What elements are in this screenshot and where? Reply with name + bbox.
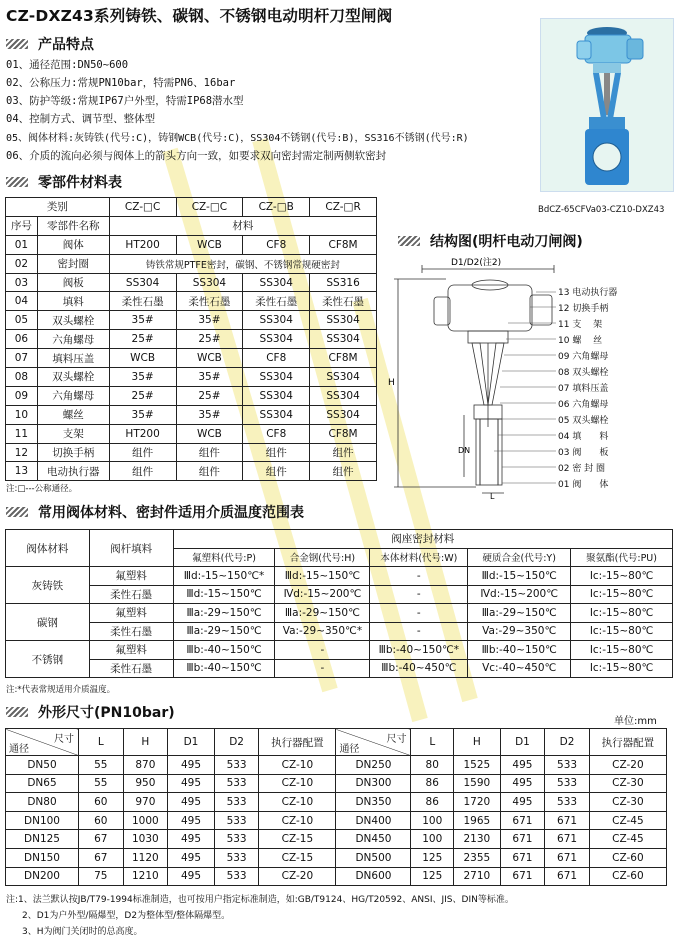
part-name: 密封圈 — [37, 254, 109, 273]
part-material: 组件 — [109, 462, 176, 481]
stem-material: 氟塑料 — [89, 567, 173, 586]
temp-range: Ⅲd:-15~150℃ — [173, 585, 275, 604]
part-material: 铸铁常规PTFE密封，碳钢、不锈钢常规硬密封 — [109, 254, 376, 273]
part-label: 01 阀 体 — [558, 480, 609, 490]
dims-cell: 533 — [214, 793, 259, 812]
dims-cell: CZ-10 — [259, 756, 336, 775]
dims-cell: 495 — [500, 774, 545, 793]
dims-cell: 495 — [168, 756, 215, 775]
dims-cell: DN300 — [336, 774, 411, 793]
part-material: WCB — [176, 349, 243, 368]
temp-range: - — [275, 659, 370, 678]
dims-cell: 1525 — [454, 756, 501, 775]
section-marker-icon — [6, 177, 28, 187]
dims-cell: 55 — [78, 774, 123, 793]
dims-col: L — [411, 729, 454, 756]
part-name: 填料压盖 — [37, 349, 109, 368]
dims-cell: 86 — [411, 793, 454, 812]
part-material: SS316 — [310, 273, 377, 292]
dims-cell: 1720 — [454, 793, 501, 812]
part-material: WCB — [109, 349, 176, 368]
part-material: WCB — [176, 235, 243, 254]
stem-material: 柔性石墨 — [89, 622, 173, 641]
temp-range: Ⅳd:-15~200℃ — [468, 585, 571, 604]
dims-cell: 533 — [214, 811, 259, 830]
temp-range: Ic:-15~80℃ — [571, 659, 673, 678]
temp-range: Vc:-40~450℃ — [468, 659, 571, 678]
dims-cell: CZ-45 — [589, 830, 666, 849]
dims-cell: 2355 — [454, 848, 501, 867]
temp-range: Ⅲb:-40~150℃ — [173, 641, 275, 660]
section-marker-icon — [6, 39, 28, 49]
body-material: 不锈钢 — [6, 641, 90, 678]
part-material: 柔性石墨 — [176, 292, 243, 311]
dims-cell: 533 — [545, 774, 590, 793]
part-material: 组件 — [176, 443, 243, 462]
dims-cell: CZ-10 — [259, 811, 336, 830]
dims-cell: DN65 — [6, 774, 79, 793]
part-label: 08 双头螺栓 — [558, 368, 609, 378]
part-material: 35# — [109, 311, 176, 330]
part-material: SS304 — [243, 405, 310, 424]
part-material: 25# — [176, 330, 243, 349]
dims-cell: 870 — [123, 756, 168, 775]
part-label: 09 六角螺母 — [558, 352, 609, 362]
part-no: 08 — [6, 368, 38, 387]
part-name: 电动执行器 — [37, 462, 109, 481]
category-label: 类别 — [6, 198, 110, 217]
part-no: 09 — [6, 386, 38, 405]
part-material: 35# — [176, 311, 243, 330]
temp-range: Ⅲa:-29~150℃ — [275, 604, 370, 623]
dims-cell: 495 — [500, 793, 545, 812]
part-name: 螺丝 — [37, 405, 109, 424]
code-cell: CZ-□R — [310, 198, 377, 217]
part-label: 07 填料压盖 — [558, 384, 609, 394]
temp-range: - — [370, 622, 468, 641]
part-material: CF8 — [243, 235, 310, 254]
dims-cell: CZ-20 — [589, 756, 666, 775]
part-label: 12 切换手柄 — [558, 304, 609, 314]
dims-cell: CZ-30 — [589, 793, 666, 812]
dims-cell: 495 — [168, 774, 215, 793]
part-label: 05 双头螺栓 — [558, 416, 609, 426]
dims-cell: 671 — [545, 848, 590, 867]
dims-cell: 495 — [168, 793, 215, 812]
temp-range: Ⅳd:-15~200℃ — [275, 585, 370, 604]
dims-cell: 125 — [411, 867, 454, 886]
dims-cell: CZ-15 — [259, 830, 336, 849]
no-label: 序号 — [6, 216, 38, 235]
dims-cell: DN80 — [6, 793, 79, 812]
feature-item: 06、介质的流向必须与阀体上的箭头方向一致，如要求双向密封需定制两侧软密封 — [6, 150, 387, 162]
part-no: 07 — [6, 349, 38, 368]
dims-col: D1 — [500, 729, 545, 756]
part-label: 11 支 架 — [558, 320, 603, 330]
part-name: 双头螺栓 — [37, 311, 109, 330]
size-header: 尺寸 通径 — [336, 729, 411, 756]
dims-cell: 671 — [500, 830, 545, 849]
part-material: CF8M — [310, 424, 377, 443]
dims-cell: CZ-45 — [589, 811, 666, 830]
part-material: SS304 — [109, 273, 176, 292]
dims-cell: 1210 — [123, 867, 168, 886]
dim-d1d2: D1/D2(注2) — [451, 258, 502, 268]
part-name: 阀体 — [37, 235, 109, 254]
col-seat: 阀座密封材料 — [173, 530, 672, 549]
part-material: SS304 — [310, 405, 377, 424]
media-table — [5, 529, 673, 678]
part-no: 01 — [6, 235, 38, 254]
dims-cell: 495 — [168, 830, 215, 849]
part-name: 六角螺母 — [37, 330, 109, 349]
part-material: 25# — [109, 386, 176, 405]
structure-heading: 结构图(明杆电动刀闸阀) — [398, 231, 583, 251]
dims-cell: CZ-60 — [589, 848, 666, 867]
part-material: 组件 — [310, 443, 377, 462]
dims-cell: 671 — [545, 830, 590, 849]
temp-range: - — [275, 641, 370, 660]
dims-note: 3、H为阀门关闭时的总高度。 — [22, 927, 143, 937]
dims-note: 2、D1为户外型/隔爆型，D2为整体型/整体隔爆型。 — [22, 911, 231, 921]
dims-cell: 60 — [78, 811, 123, 830]
temp-range: - — [370, 585, 468, 604]
part-material: 35# — [176, 405, 243, 424]
part-material: 35# — [176, 368, 243, 387]
dims-cell: CZ-30 — [589, 774, 666, 793]
feature-item: 02、公称压力:常规PN10bar，特需PN6、16bar — [6, 77, 236, 89]
dims-cell: 125 — [411, 848, 454, 867]
size-header: 尺寸 通径 — [6, 729, 79, 756]
seat-col: 合金钢(代号:H) — [275, 548, 370, 567]
part-material: CF8M — [310, 349, 377, 368]
dims-col: H — [123, 729, 168, 756]
code-cell: CZ-□B — [243, 198, 310, 217]
dims-cell: 495 — [168, 848, 215, 867]
temp-range: Ⅲa:-29~150℃ — [173, 604, 275, 623]
dims-col: D2 — [214, 729, 259, 756]
part-no: 05 — [6, 311, 38, 330]
part-label: 10 螺 丝 — [558, 336, 603, 346]
dim-h: H — [388, 378, 395, 388]
features-heading: 产品特点 — [6, 34, 94, 54]
dims-cell: 67 — [78, 830, 123, 849]
dims-col: D1 — [168, 729, 215, 756]
dims-cell: 950 — [123, 774, 168, 793]
col-body: 阀体材料 — [6, 530, 90, 567]
part-material: SS304 — [243, 273, 310, 292]
stem-material: 柔性石墨 — [89, 585, 173, 604]
part-material: 组件 — [243, 462, 310, 481]
temp-range: - — [370, 604, 468, 623]
part-material: SS304 — [310, 330, 377, 349]
dims-cell: 2710 — [454, 867, 501, 886]
media-note: 注:*代表常规适用介质温度。 — [6, 685, 116, 695]
part-material: 柔性石墨 — [310, 292, 377, 311]
part-no: 10 — [6, 405, 38, 424]
part-no: 03 — [6, 273, 38, 292]
dims-cell: 671 — [545, 867, 590, 886]
part-material: HT200 — [109, 424, 176, 443]
body-material: 碳钢 — [6, 604, 90, 641]
part-label: 04 填 料 — [558, 432, 609, 442]
temp-range: Ⅲa:-29~150℃ — [173, 622, 275, 641]
dims-cell: 495 — [168, 867, 215, 886]
page-title: CZ-DXZ43系列铸铁、碳钢、不锈钢电动明杆刀型闸阀 — [6, 7, 393, 25]
dims-cell: 60 — [78, 793, 123, 812]
temp-range: Va:-29~350℃ — [468, 622, 571, 641]
dims-cell: DN600 — [336, 867, 411, 886]
part-label: 06 六角螺母 — [558, 400, 609, 410]
seat-col: 聚氨酯(代号:PU) — [571, 548, 673, 567]
seat-col: 硬质合金(代号:Y) — [468, 548, 571, 567]
part-name: 六角螺母 — [37, 386, 109, 405]
temp-range: Ic:-15~80℃ — [571, 604, 673, 623]
part-material: 组件 — [109, 443, 176, 462]
product-photo — [540, 18, 674, 192]
part-no: 11 — [6, 424, 38, 443]
dims-cell: 1000 — [123, 811, 168, 830]
part-material: SS304 — [310, 368, 377, 387]
part-no: 13 — [6, 462, 38, 481]
dims-cell: 671 — [545, 811, 590, 830]
dims-cell: 1590 — [454, 774, 501, 793]
dims-cell: 533 — [214, 830, 259, 849]
dim-dn: DN — [458, 446, 471, 455]
dim-l: L — [490, 492, 495, 501]
dims-cell: DN200 — [6, 867, 79, 886]
structure-diagram — [386, 255, 676, 505]
part-name: 切换手柄 — [37, 443, 109, 462]
stem-material: 氟塑料 — [89, 641, 173, 660]
dims-cell: 80 — [411, 756, 454, 775]
part-material: SS304 — [310, 311, 377, 330]
dims-cell: 533 — [214, 774, 259, 793]
dims-cell: 533 — [545, 756, 590, 775]
part-material: CF8 — [243, 424, 310, 443]
dims-cell: 100 — [411, 830, 454, 849]
unit-label: 单位:mm — [614, 716, 657, 727]
part-no: 04 — [6, 292, 38, 311]
part-material: SS304 — [243, 311, 310, 330]
dims-cell: 970 — [123, 793, 168, 812]
dims-cell: DN500 — [336, 848, 411, 867]
part-label: 03 阀 板 — [558, 448, 609, 458]
dims-col: 执行器配置 — [259, 729, 336, 756]
dims-cell: CZ-10 — [259, 793, 336, 812]
dims-cell: 67 — [78, 848, 123, 867]
seat-col: 本体材料(代号:W) — [370, 548, 468, 567]
dims-cell: DN100 — [6, 811, 79, 830]
dims-table — [5, 728, 667, 886]
part-material: 25# — [109, 330, 176, 349]
dims-cell: DN250 — [336, 756, 411, 775]
dims-col: L — [78, 729, 123, 756]
photo-caption: BdCZ-65CFVa03-CZ10-DXZ43 — [538, 205, 665, 215]
temp-range: Ⅲa:-29~150℃ — [468, 604, 571, 623]
part-no: 02 — [6, 254, 38, 273]
part-material: 25# — [176, 386, 243, 405]
parts-note: 注:□---公称通径。 — [6, 484, 78, 494]
dims-cell: DN450 — [336, 830, 411, 849]
feature-item: 03、防护等级:常规IP67户外型，特需IP68潜水型 — [6, 95, 244, 107]
material-label: 材料 — [109, 216, 376, 235]
dims-cell: 75 — [78, 867, 123, 886]
feature-item: 01、通径范围:DN50~600 — [6, 59, 129, 71]
temp-range: Ⅲb:-40~450℃ — [370, 659, 468, 678]
part-material: 组件 — [243, 443, 310, 462]
seat-col: 氟塑料(代号:P) — [173, 548, 275, 567]
section-marker-icon — [6, 707, 28, 717]
temp-range: Va:-29~350℃* — [275, 622, 370, 641]
temp-range: Ⅲb:-40~150℃ — [468, 641, 571, 660]
temp-range: Ⅲb:-40~150℃* — [370, 641, 468, 660]
part-label: 13 电动执行器 — [558, 288, 618, 298]
dims-cell: 533 — [214, 867, 259, 886]
dims-cell: 533 — [545, 793, 590, 812]
media-heading: 常用阀体材料、密封件适用介质温度范围表 — [6, 502, 304, 522]
section-marker-icon — [398, 236, 420, 246]
col-stem: 阀杆填料 — [89, 530, 173, 567]
dims-cell: 1965 — [454, 811, 501, 830]
part-material: WCB — [176, 424, 243, 443]
parts-table — [5, 197, 377, 481]
part-name: 支架 — [37, 424, 109, 443]
temp-range: Ⅲd:-15~150℃ — [468, 567, 571, 586]
dims-cell: 533 — [214, 756, 259, 775]
dims-cell: 100 — [411, 811, 454, 830]
feature-item: 04、控制方式、调节型、整体型 — [6, 113, 156, 125]
stem-material: 氟塑料 — [89, 604, 173, 623]
dims-col: D2 — [545, 729, 590, 756]
dims-col: H — [454, 729, 501, 756]
dims-cell: 533 — [214, 848, 259, 867]
temp-range: Ic:-15~80℃ — [571, 622, 673, 641]
dims-cell: 86 — [411, 774, 454, 793]
dims-cell: 671 — [500, 848, 545, 867]
part-material: 柔性石墨 — [243, 292, 310, 311]
dims-cell: DN125 — [6, 830, 79, 849]
dims-cell: DN150 — [6, 848, 79, 867]
dims-cell: 495 — [168, 811, 215, 830]
part-label: 02 密 封 圈 — [558, 464, 606, 474]
dims-cell: DN350 — [336, 793, 411, 812]
part-material: 组件 — [176, 462, 243, 481]
part-no: 06 — [6, 330, 38, 349]
part-material: 35# — [109, 368, 176, 387]
parts-heading: 零部件材料表 — [6, 172, 122, 192]
dims-cell: CZ-10 — [259, 774, 336, 793]
dims-cell: 671 — [500, 811, 545, 830]
part-material: SS304 — [176, 273, 243, 292]
dims-note: 注:1、法兰默认按JB/T79-1994标准制造，也可按用户指定标准制造，如:GB/T9124、HG/T20592、ANSI、JIS、DIN等标准。 — [6, 895, 514, 905]
dims-cell: CZ-60 — [589, 867, 666, 886]
temp-range: Ic:-15~80℃ — [571, 641, 673, 660]
temp-range: - — [370, 567, 468, 586]
body-material: 灰铸铁 — [6, 567, 90, 604]
dims-cell: 495 — [500, 756, 545, 775]
dims-cell: CZ-20 — [259, 867, 336, 886]
part-material: 组件 — [310, 462, 377, 481]
code-cell: CZ-□C — [109, 198, 176, 217]
dims-cell: 2130 — [454, 830, 501, 849]
part-material: SS304 — [243, 368, 310, 387]
dims-cell: DN50 — [6, 756, 79, 775]
temp-range: Ⅲd:-15~150℃ — [275, 567, 370, 586]
dims-cell: DN400 — [336, 811, 411, 830]
dims-cell: 1120 — [123, 848, 168, 867]
dims-heading: 外形尺寸(PN10bar) — [6, 702, 175, 722]
section-marker-icon — [6, 507, 28, 517]
part-name: 填料 — [37, 292, 109, 311]
temp-range: Ic:-15~80℃ — [571, 585, 673, 604]
part-material: SS304 — [243, 330, 310, 349]
part-name: 阀板 — [37, 273, 109, 292]
part-no: 12 — [6, 443, 38, 462]
name-label: 零部件名称 — [37, 216, 109, 235]
dims-cell: 671 — [500, 867, 545, 886]
stem-material: 柔性石墨 — [89, 659, 173, 678]
part-material: HT200 — [109, 235, 176, 254]
part-material: 柔性石墨 — [109, 292, 176, 311]
part-material: SS304 — [310, 386, 377, 405]
part-material: SS304 — [243, 386, 310, 405]
dims-cell: 55 — [78, 756, 123, 775]
temp-range: Ⅲd:-15~150℃* — [173, 567, 275, 586]
dims-cell: 1030 — [123, 830, 168, 849]
dims-cell: CZ-15 — [259, 848, 336, 867]
part-material: CF8M — [310, 235, 377, 254]
part-material: 35# — [109, 405, 176, 424]
feature-item: 05、阀体材料:灰铸铁(代号:C)，铸钢WCB(代号:C)，SS304不锈钢(代号:B)，SS316不锈钢(代号:R) — [6, 133, 469, 144]
temp-range: Ⅲb:-40~150℃ — [173, 659, 275, 678]
part-material: CF8 — [243, 349, 310, 368]
code-cell: CZ-□C — [176, 198, 243, 217]
temp-range: Ic:-15~80℃ — [571, 567, 673, 586]
part-name: 双头螺栓 — [37, 368, 109, 387]
dims-col: 执行器配置 — [589, 729, 666, 756]
